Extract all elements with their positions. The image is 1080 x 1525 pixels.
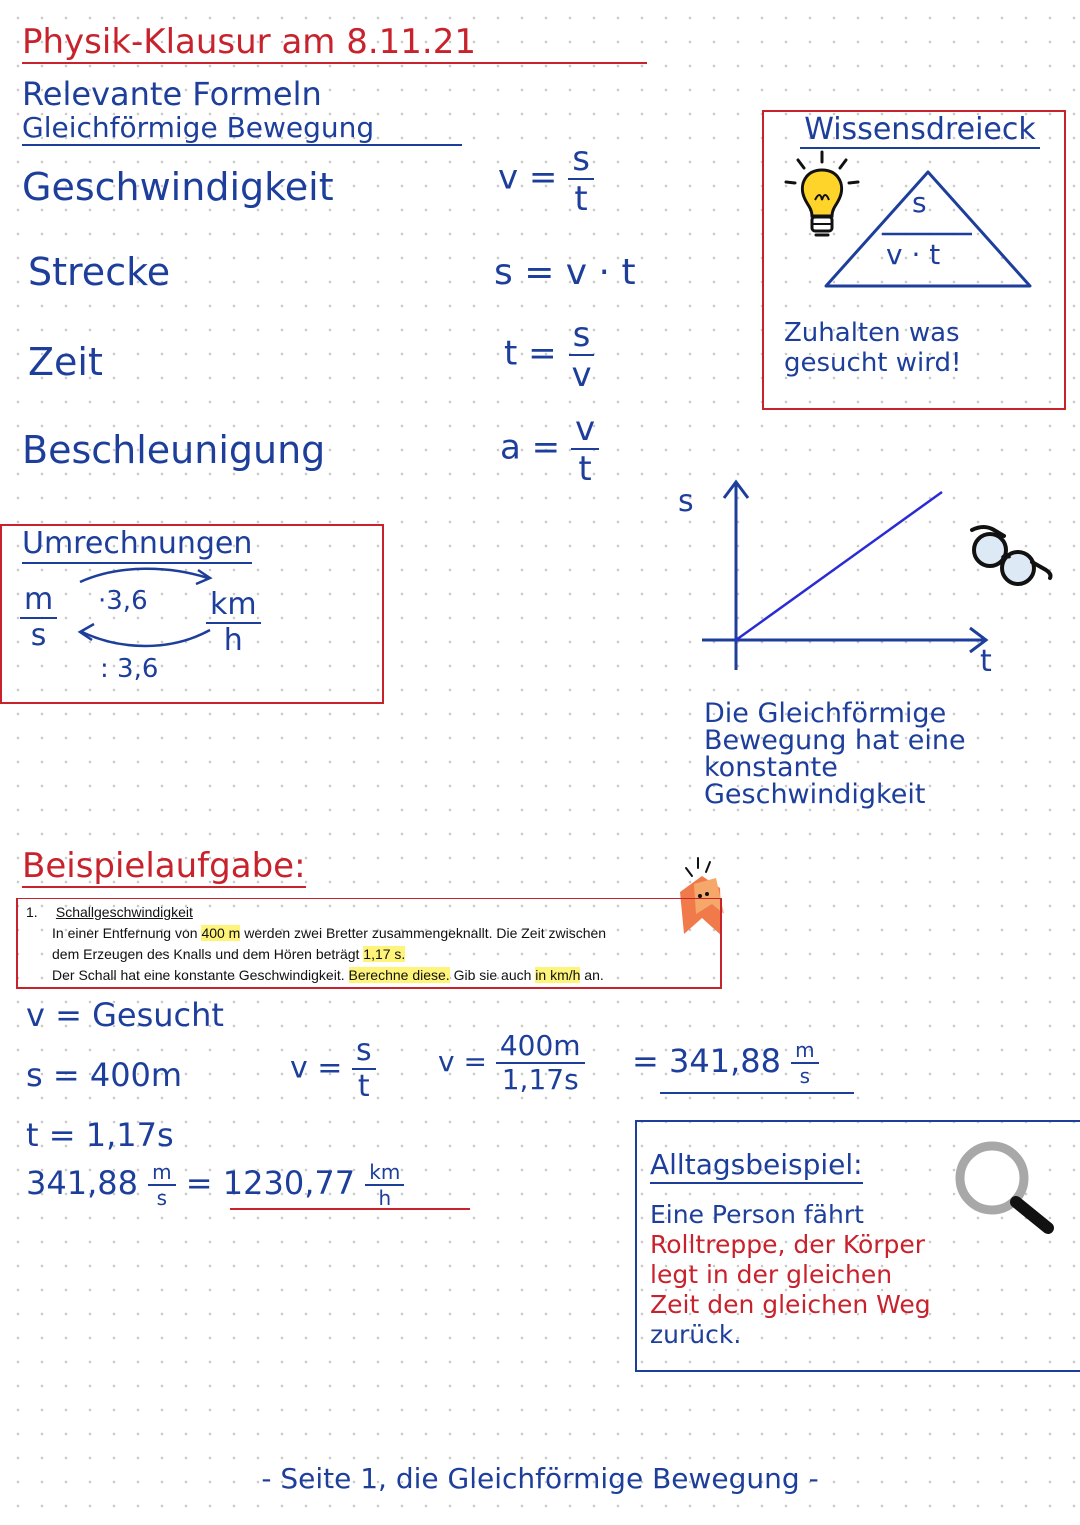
solution-result-unit-num: m: [791, 1040, 818, 1064]
triangle-note: Zuhalten was gesucht wird!: [784, 318, 962, 378]
motion-graph-line: [736, 492, 942, 640]
formula-time-lhs: t =: [504, 333, 557, 374]
formula-time-den: v: [571, 355, 592, 395]
everyday-line-2: Rolltreppe, der Körper: [650, 1230, 926, 1259]
solution-result-unit-den: s: [799, 1064, 811, 1088]
formula-speed-den: t: [574, 179, 588, 219]
formula-time: [504, 315, 596, 395]
solution-distance: s = 400m: [26, 1056, 183, 1094]
solution-conv-left-den: s: [156, 1186, 168, 1210]
glasses-icon: [964, 522, 1056, 592]
everyday-line-4: Zeit den gleichen Weg: [650, 1290, 931, 1319]
graph-y-label: s: [678, 484, 694, 519]
task-line-3-a: Der Schall hat eine konstante Geschwindigkeit.: [52, 967, 349, 983]
everyday-title: Alltagsbeispiel:: [650, 1148, 863, 1184]
graph-x-label: t: [980, 644, 992, 679]
task-line-3-b: Gib sie auch: [449, 967, 536, 983]
solution-conv-right-den: h: [378, 1186, 392, 1210]
conversion-to-den: h: [223, 623, 243, 658]
formula-acceleration: [500, 409, 599, 489]
subtitle-formulas: Relevante Formeln: [22, 75, 322, 113]
task-line-3: [26, 965, 706, 986]
motion-graph: [690, 470, 1010, 680]
example-heading: Beispielaufgabe:: [22, 846, 306, 886]
solution-formula-den: t: [357, 1069, 370, 1104]
solution-time: t = 1,17s: [26, 1116, 174, 1154]
solution-conv-left-num: m: [148, 1162, 175, 1186]
conversion-title: Umrechnungen: [22, 526, 252, 564]
conversion-from-den: s: [30, 618, 47, 653]
graph-caption-line-2: Bewegung hat eine: [704, 725, 966, 756]
task-line-1-a: In einer Entfernung von: [52, 925, 202, 941]
formula-triangle: [822, 168, 1034, 290]
task-line-1-b: werden zwei Bretter zusammengeknallt. Die Zeit zwischen: [240, 925, 607, 941]
formula-time-num: s: [569, 318, 595, 356]
triangle-bottom-label: v · t: [886, 238, 941, 271]
solution-formula-num: s: [352, 1036, 376, 1070]
page-footer: - Seite 1, die Gleichförmige Bewegung -: [261, 1462, 819, 1495]
everyday-line-3: legt in der gleichen: [650, 1260, 893, 1289]
task-calc-highlight: Berechne diese.: [348, 967, 450, 983]
page-title: Physik-Klausur am 8.11.21: [22, 22, 647, 64]
solution-calc-num: 400m: [496, 1032, 585, 1064]
solution-result-underline: [660, 1092, 854, 1094]
formula-acceleration-lhs: a =: [500, 427, 561, 468]
solution-result: [632, 1040, 819, 1086]
magnifier-icon: [950, 1136, 1056, 1236]
solution-formula: [290, 1033, 376, 1104]
formula-label-speed: Geschwindigkeit: [22, 165, 334, 209]
conversion-to-num: km: [206, 590, 261, 624]
solution-conversion-underline: [230, 1208, 470, 1210]
solution-conversion: [26, 1162, 404, 1208]
solution-formula-lhs: v =: [290, 1050, 343, 1086]
solution-calc-lhs: v =: [438, 1045, 487, 1078]
conversion-divide-label: : 3,6: [100, 654, 159, 684]
formula-acceleration-num: v: [571, 412, 599, 450]
everyday-text: [650, 1200, 931, 1350]
everyday-line-5: zurück.: [650, 1320, 742, 1349]
subtitle-motion: Gleichförmige Bewegung: [22, 112, 462, 146]
solution-conv-left: 341,88: [26, 1164, 138, 1202]
solution-given: v = Gesucht: [26, 996, 224, 1034]
solution-calc-den: 1,17s: [501, 1063, 579, 1096]
task-time-highlight: 1,17 s.: [363, 946, 406, 962]
task-line-1: [26, 923, 706, 944]
formula-speed-num: s: [568, 142, 594, 180]
task-number: 1.: [26, 904, 38, 920]
task-line-2-a: dem Erzeugen des Knalls und dem Hören beträgt: [52, 946, 364, 962]
formula-speed: [498, 139, 594, 219]
formula-acceleration-den: t: [578, 449, 592, 489]
task-unit-highlight: in km/h: [535, 967, 581, 983]
everyday-line-1: Eine Person fährt: [650, 1200, 864, 1229]
graph-caption: [704, 700, 966, 808]
task-line-2: [26, 944, 706, 965]
triangle-top-label: s: [912, 186, 927, 219]
triangle-box-title: Wissensdreieck: [800, 112, 1040, 149]
formula-speed-lhs: v =: [498, 157, 558, 198]
graph-caption-line-1: Die Gleichförmige: [704, 698, 947, 729]
solution-calculation: [438, 1029, 585, 1096]
solution-conv-eq: =: [185, 1164, 213, 1202]
conversion-from-num: m: [20, 585, 57, 619]
formula-label-time: Zeit: [28, 340, 103, 384]
formula-label-acceleration: Beschleunigung: [22, 428, 326, 472]
task-title: Schallgeschwindigkeit: [55, 904, 193, 920]
graph-caption-line-4: Geschwindigkeit: [704, 779, 926, 810]
conversion-arrows: [60, 560, 230, 660]
solution-result-value: = 341,88: [632, 1042, 781, 1080]
conversion-multiply-label: ·3,6: [98, 586, 148, 616]
formula-distance: s = v · t: [494, 252, 636, 293]
graph-caption-line-3: konstante: [704, 752, 838, 783]
solution-conv-right: 1230,77: [222, 1164, 356, 1202]
task-line-3-c: an.: [580, 967, 604, 983]
conversion-from-unit: [20, 582, 57, 653]
solution-conv-right-num: km: [365, 1162, 404, 1186]
task-distance-highlight: 400 m: [201, 925, 241, 941]
task-content: [26, 902, 706, 986]
formula-label-distance: Strecke: [28, 250, 171, 294]
